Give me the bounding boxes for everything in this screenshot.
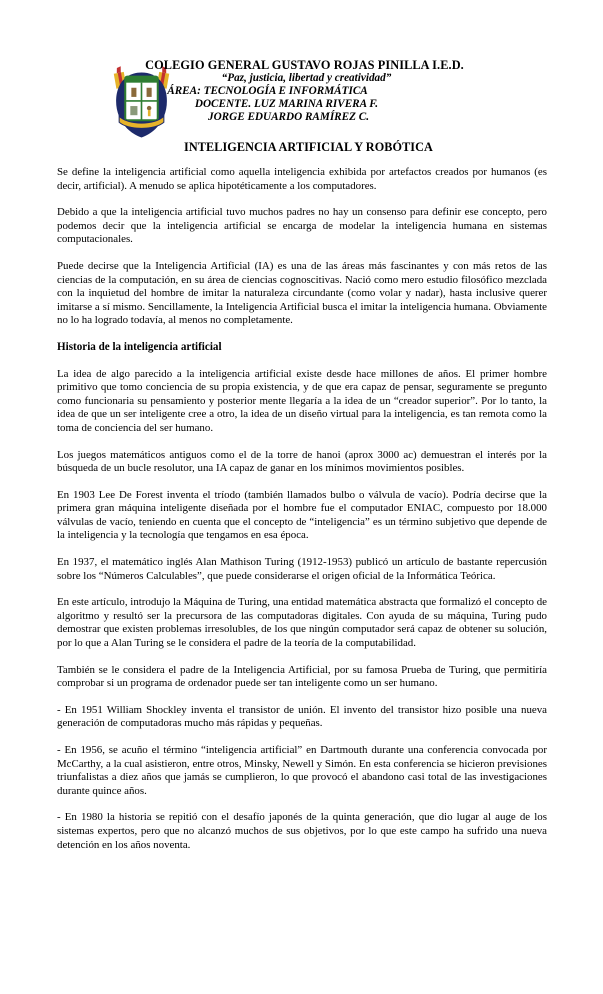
document-title: INTELIGENCIA ARTIFICIAL Y ROBÓTICA bbox=[184, 140, 433, 154]
area-line: ÁREA: TECNOLOGÍA E INFORMÁTICA bbox=[167, 85, 368, 97]
school-name: COLEGIO GENERAL GUSTAVO ROJAS PINILLA I.E.D. bbox=[145, 58, 464, 72]
paragraph-1956-dartmouth: - En 1956, se acuño el término “inteligencia artificial” en Dartmouth durante una conferencia convocada por McCarthy, a la cual asistieron, entre otros, Minsky, Newell y Simón. En esta conferencia se hicieron previsiones triunfalistas a diez años que jamás se cumplieron, lo que provocó el abandono casi total de las investigaciones durante quince años. bbox=[57, 744, 547, 797]
paragraph-maquina-turing: En este artículo, introdujo la Máquina de Turing, una entidad matemática abstracta que formalizó el concepto de algoritmo y resultó ser la precursora de las computadoras digitales. Con ayuda de su máquina, Turing pudo demostrar que existen problemas irresolubles, de los que ningún computador será capaz de obtener su solución, por lo que a Alan Turing se le considera el padre de la teoría de la computabilidad. bbox=[57, 596, 547, 650]
paragraph-prueba-turing: También se le considera el padre de la Inteligencia Artificial, por su famosa Prueba de Turing, que permitiría comprobar si un programa de ordenador puede ser tan inteligente como un ser humano. bbox=[57, 663, 547, 690]
teacher-line-1: DOCENTE. LUZ MARINA RIVERA F. bbox=[194, 98, 379, 110]
paragraph-1980-quinta-generacion: - En 1980 la historia se repitió con el desafío japonés de la quinta generación, que dio lugar al auge de los sistemas expertos, pero que no alcanzó muchos de sus objetivos, por lo que este campo ha sufrido una nueva detención en los años noventa. bbox=[57, 811, 547, 851]
paragraph-1951-shockley: - En 1951 William Shockley inventa el transistor de unión. El invento del transistor hizo posible una nueva generación de computadoras mucho más rápidas y pequeñas. bbox=[57, 703, 547, 730]
paragraph-idea-antigua: La idea de algo parecido a la inteligencia artificial existe desde hace millones de años. El primer hombre primitivo que tomo conciencia de su propia existencia, y de que era capaz de pensar, seguramente se pregunto como funcionaria su pensamiento y posterior mente llegaría a la idea de un “creador superior”. Por lo tanto, la idea de que un ser inteligente cree a otro, la idea de un diseño virtual para la inteligencia, es tan remota como la toma de conciencia del ser humano. bbox=[57, 367, 547, 434]
paragraph-definition: Se define la inteligencia artificial como aquella inteligencia exhibida por artefactos creados por humanos (es decir, artificial). A menudo se aplica hipotéticamente a los computadores. bbox=[57, 166, 547, 192]
paragraph-torre-hanoi: Los juegos matemáticos antiguos como el de la torre de hanoi (aprox 3000 ac) demuestran el interés por la búsqueda de un bucle resolutor, una IA capaz de ganar en los mínimos movimientos posibles. bbox=[57, 448, 547, 475]
paragraph-consensus: Debido a que la inteligencia artificial tuvo muchos padres no hay un consenso para definir ese concepto, pero podemos decir que la inteligencia artificial se encarga de modelar la inteligencia humana en sistemas computacionales. bbox=[57, 206, 547, 246]
paragraph-ia-areas: Puede decirse que la Inteligencia Artificial (IA) es una de las áreas más fascinantes y con más retos de las ciencias de la computación, en su área de ciencias cognoscitivas. Nació como mero estudio filosófico mezclada con la inquietud del hombre de imitar la naturaleza circundante (como volar y nadar), hasta inclusive querer imitarse a sí mismo. Sencillamente, la Inteligencia Artificial busca el imitar la inteligencia humana. Obviamente no lo ha logrado todavía, al menos no completamente. bbox=[57, 259, 547, 327]
document-body bbox=[57, 166, 547, 852]
paragraph-1903-triodo: En 1903 Lee De Forest inventa el tríodo (también llamados bulbo o válvula de vacío). Podría decirse que la primera gran máquina inteligente diseñada por el hombre fue el computador ENIAC, compuesto por 18.000 válvulas de vacío, teniendo en cuenta que el concepto de “inteligencia” es un término subjetivo que depende de la inteligencia y la tecnología que tengamos en esa época. bbox=[57, 488, 547, 542]
teacher-line-2: JORGE EDUARDO RAMÍREZ C. bbox=[207, 111, 369, 123]
letterhead bbox=[0, 0, 603, 124]
paragraph-1937-turing: En 1937, el matemático inglés Alan Mathison Turing (1912-1953) publicó un artículo de bastante repercusión sobre los “Números Calculables”, que puede considerarse el origen oficial de la Informática Teórica. bbox=[57, 556, 547, 582]
school-motto: “Paz, justicia, libertad y creatividad” bbox=[221, 72, 392, 84]
section-heading-historia: Historia de la inteligencia artificial bbox=[57, 340, 222, 353]
